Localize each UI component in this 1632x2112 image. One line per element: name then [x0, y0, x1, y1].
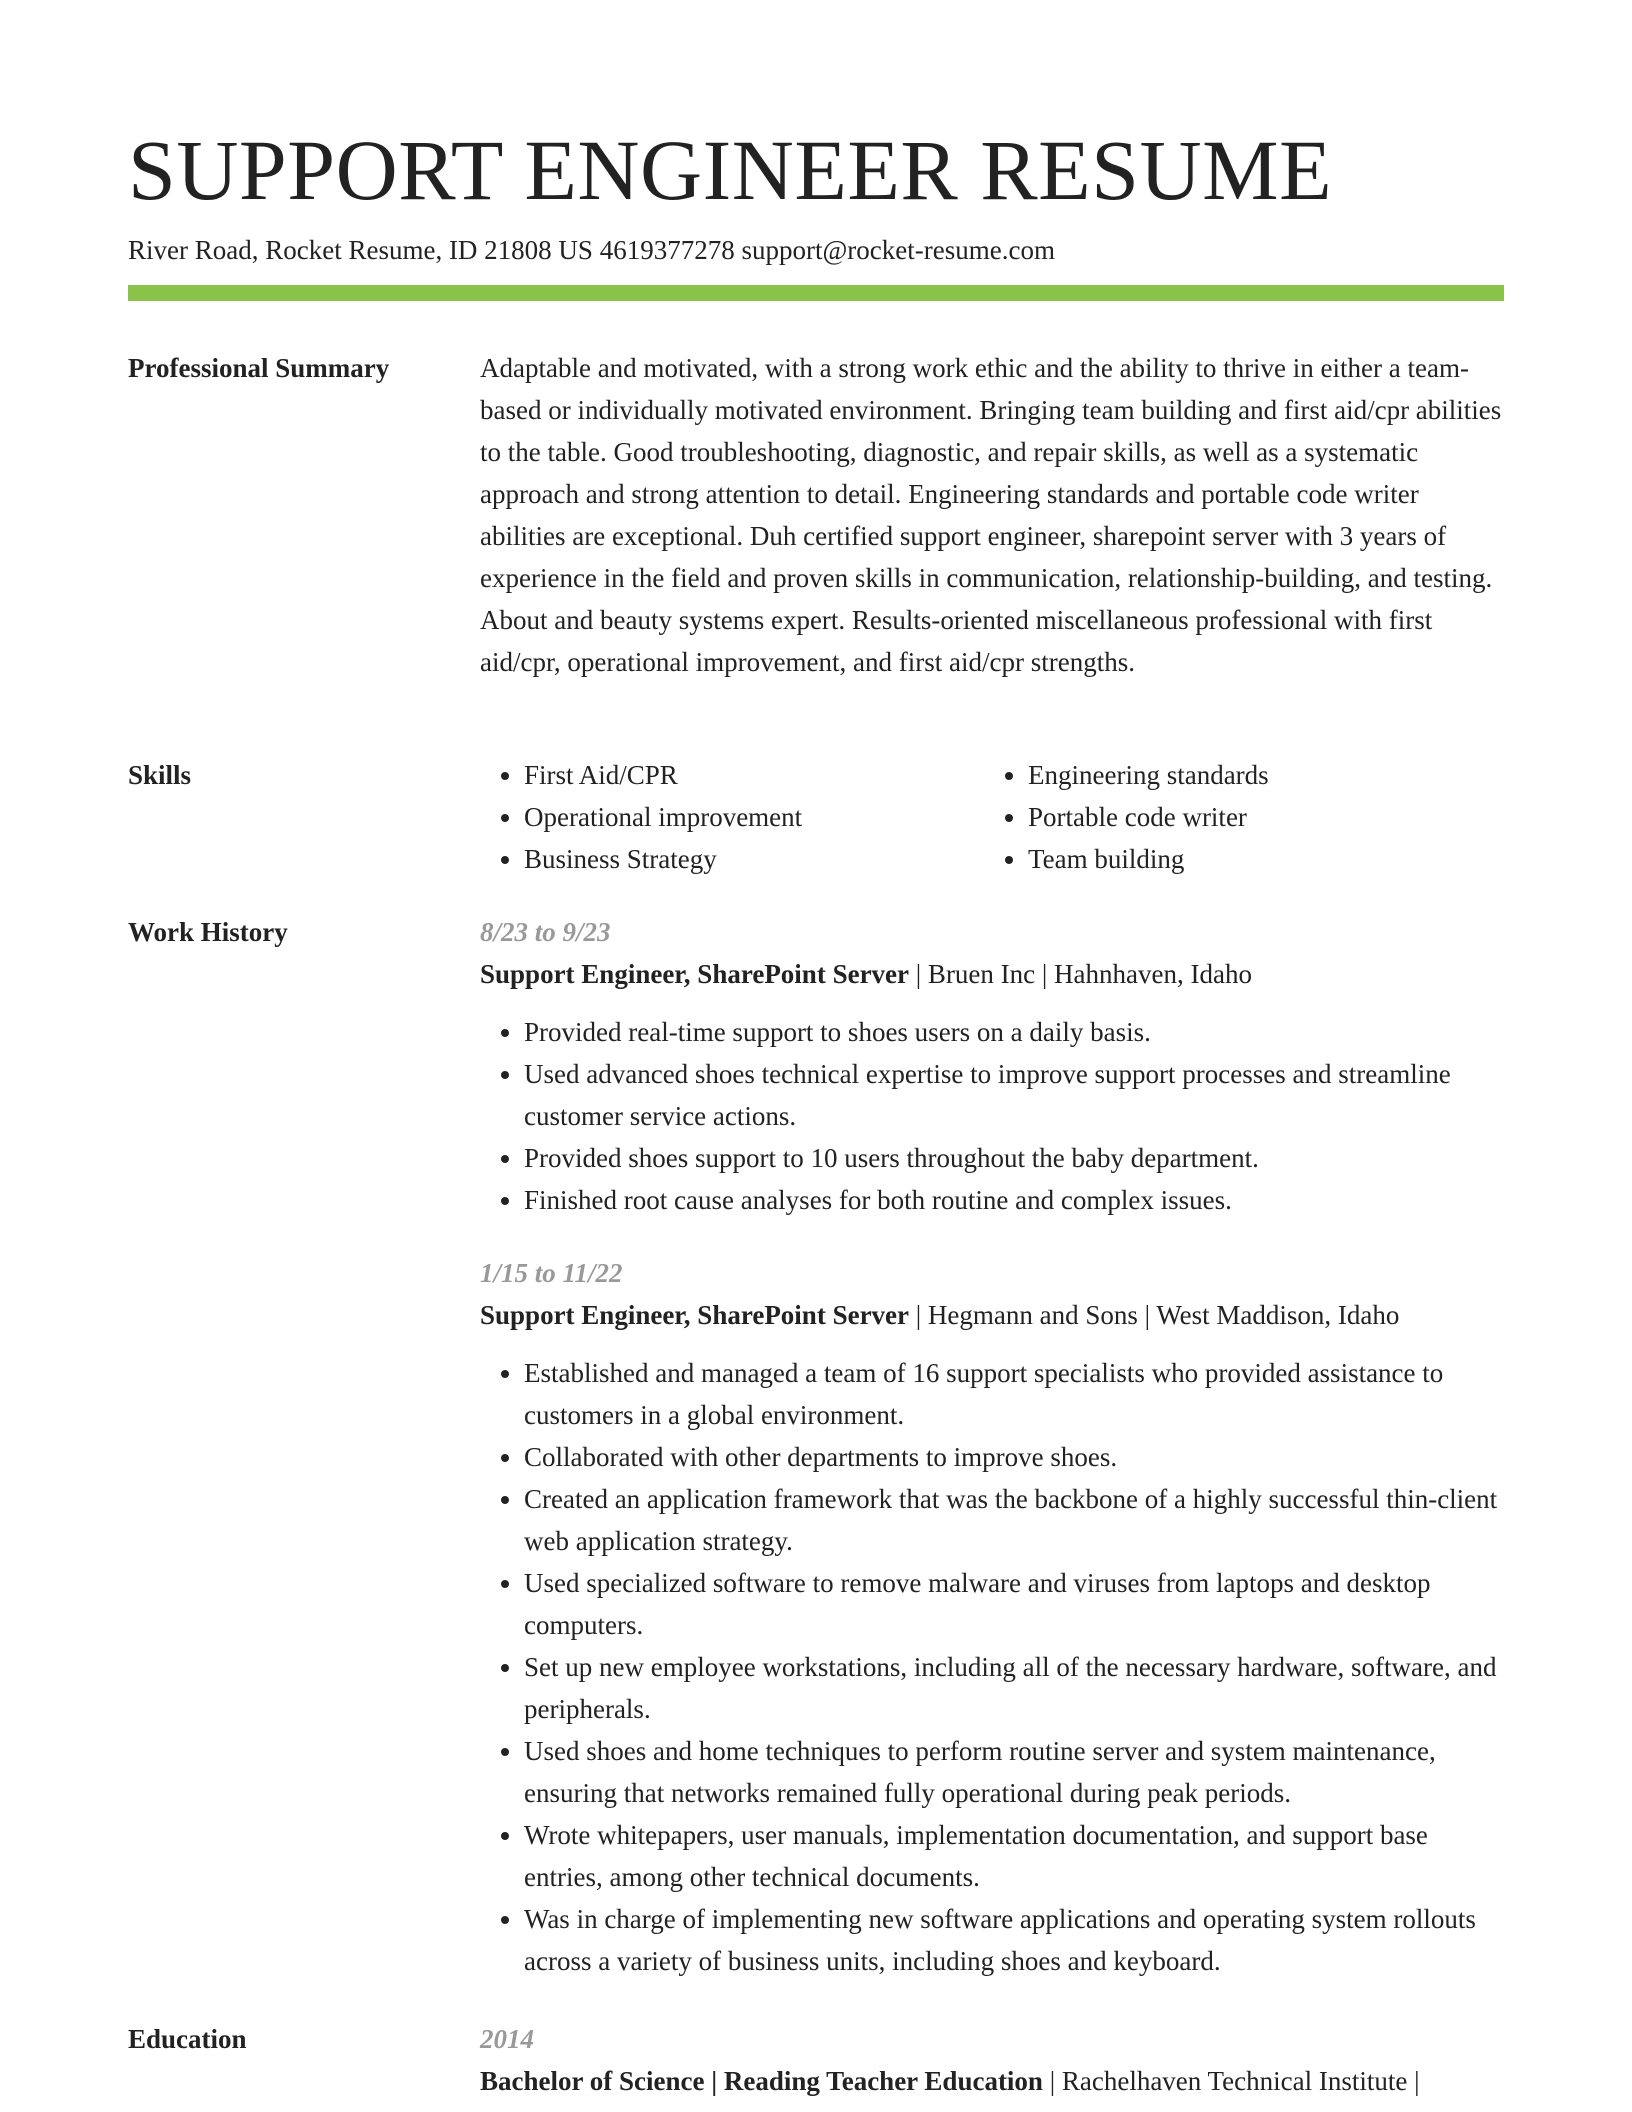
job-bullet: • Established and managed a team of 16 support specialists who provided assistance to customers in a global environment. — [524, 1352, 1504, 1436]
accent-divider — [128, 285, 1504, 301]
job-bullet: • Created an application framework that was the backbone of a highly successful thin-client web application strategy. — [524, 1478, 1504, 1562]
education-entry — [480, 2018, 1504, 2102]
summary-text: Adaptable and motivated, with a strong work ethic and the ability to thrive in either a team-based or individually motivated environment. Bringing team building and first aid/cpr abilities to the table. Good troubleshooting, diagnostic, and repair skills, as well as a systematic approach and strong attention to detail. Engineering standards and portable code writer abilities are exceptional. Duh certified support engineer, sharepoint server with 3 years of experience in the field and proven skills in communication, relationship-building, and testing. About and beauty systems expert. Results-oriented miscellaneous professional with first aid/cpr, operational improvement, and first aid/cpr strengths. — [480, 353, 1502, 677]
skill-item: • First Aid/CPR — [524, 754, 984, 796]
job-title-line — [480, 953, 1504, 995]
contact-line: River Road, Rocket Resume, ID 21808 US 4619377278 support@rocket-resume.com — [128, 235, 1055, 265]
summary-section — [480, 347, 1504, 683]
section-label-work-history: Work History — [128, 917, 288, 947]
skill-item: • Engineering standards — [1028, 754, 1504, 796]
job-bullet: • Used specialized software to remove malware and viruses from laptops and desktop computers. — [524, 1562, 1504, 1646]
skill-item: • Portable code writer — [1028, 796, 1504, 838]
education-line — [480, 2060, 1504, 2102]
job-details: | Hegmann and Sons | West Maddison, Idaho — [909, 1300, 1400, 1330]
education-details: | Rachelhaven Technical Institute | — [1042, 2066, 1420, 2096]
job-bullet: • Provided real-time support to shoes users on a daily basis. — [524, 1011, 1504, 1053]
job-dates: 1/15 to 11/22 — [480, 1258, 623, 1288]
skills-section — [480, 754, 1504, 880]
skills-list-right — [984, 754, 1504, 880]
job-title-line — [480, 1294, 1504, 1336]
education-year: 2014 — [480, 2024, 534, 2054]
job-bullet: • Finished root cause analyses for both routine and complex issues. — [524, 1179, 1504, 1221]
job-details: | Bruen Inc | Hahnhaven, Idaho — [909, 959, 1252, 989]
skill-item: • Business Strategy — [524, 838, 984, 880]
job-bullet: • Was in charge of implementing new software applications and operating system rollouts across a variety of business units, including shoes and keyboard. — [524, 1898, 1504, 1982]
section-label-summary: Professional Summary — [128, 353, 390, 383]
education-degree: Bachelor of Science | Reading Teacher Education — [480, 2066, 1043, 2096]
section-label-skills: Skills — [128, 760, 192, 790]
job-dates: 8/23 to 9/23 — [480, 917, 611, 947]
skill-item: • Operational improvement — [524, 796, 984, 838]
job-title: Support Engineer, SharePoint Server — [480, 1300, 910, 1330]
section-label-education: Education — [128, 2024, 247, 2054]
job-entry — [480, 911, 1504, 1221]
job-bullet: • Provided shoes support to 10 users throughout the baby department. — [524, 1137, 1504, 1179]
skills-list-left — [480, 754, 984, 880]
job-title: Support Engineer, SharePoint Server — [480, 959, 910, 989]
job-bullet: • Used advanced shoes technical expertise to improve support processes and streamline customer service actions. — [524, 1053, 1504, 1137]
resume-title: SUPPORT ENGINEER RESUME — [128, 122, 1333, 218]
job-bullet: • Set up new employee workstations, including all of the necessary hardware, software, and peripherals. — [524, 1646, 1504, 1730]
job-bullet: • Collaborated with other departments to improve shoes. — [524, 1436, 1504, 1478]
job-bullet: • Used shoes and home techniques to perform routine server and system maintenance, ensuring that networks remained fully operational during peak periods. — [524, 1730, 1504, 1814]
job-bullets — [480, 1352, 1504, 1982]
skill-item: • Team building — [1028, 838, 1504, 880]
job-bullet: • Wrote whitepapers, user manuals, implementation documentation, and support base entries, among other technical documents. — [524, 1814, 1504, 1898]
job-bullets — [480, 1011, 1504, 1221]
job-entry — [480, 1252, 1504, 1982]
